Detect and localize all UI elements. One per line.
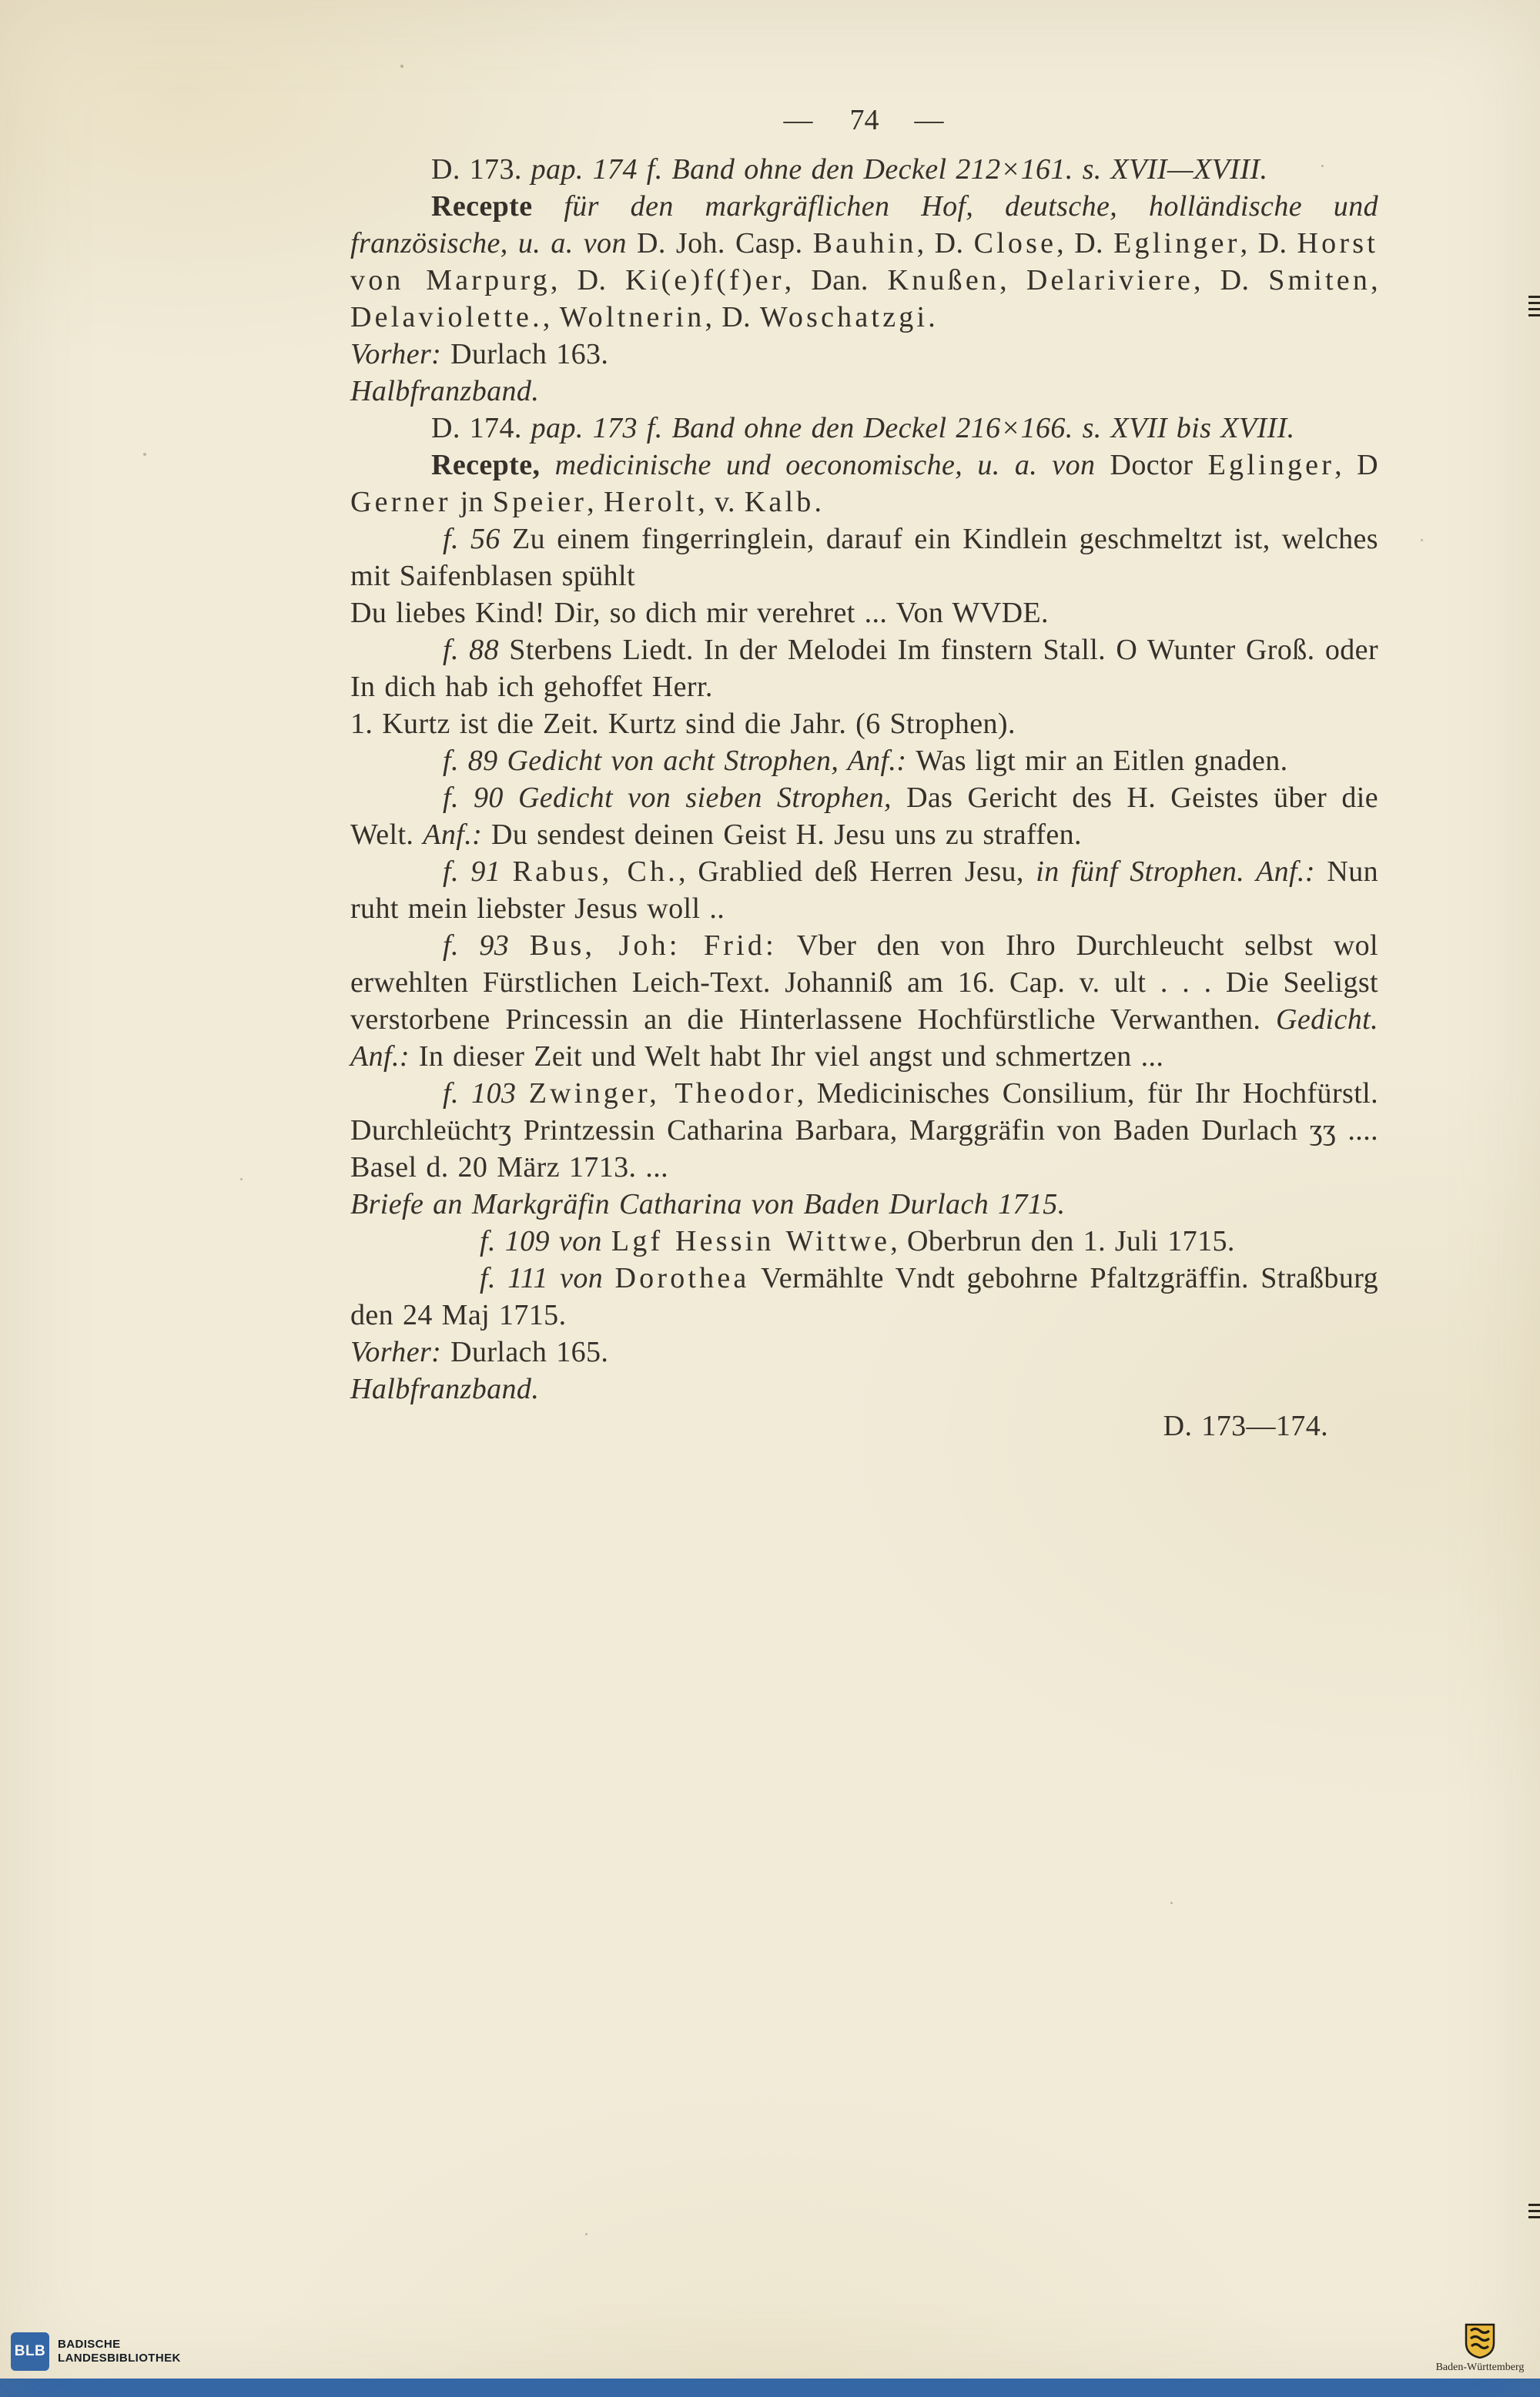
text-run: , D.: [705, 301, 760, 333]
text-run: f. 88: [443, 634, 510, 666]
text-run: 1. Kurtz ist die Zeit. Kurtz sind die Jahr. (6 Strophen).: [350, 708, 1016, 740]
paper-speck: [1421, 539, 1423, 541]
text-run: ,: [1371, 264, 1378, 296]
text-run: , D.: [550, 264, 626, 296]
paper-speck: [240, 1178, 243, 1180]
text-run: pap. 173 f. Band ohne den Deckel 216×166. s. XVII bis XVIII.: [531, 412, 1295, 444]
text-run: f. 90 Gedicht von sieben Strophen,: [443, 782, 907, 814]
coat-of-arms-icon: [1465, 2323, 1495, 2359]
paper-speck: [585, 2233, 588, 2235]
text-run: Eglinger: [1113, 227, 1240, 259]
library-branding: [11, 2332, 181, 2371]
text-run: .: [814, 486, 822, 518]
text-run: Woschatzgi.: [759, 301, 939, 333]
text-run: D. 173—174.: [1163, 1410, 1328, 1442]
text-run: , D.: [916, 227, 974, 259]
text-run: Speier: [492, 486, 588, 518]
text-run: Lgf Hessin Wittwe: [611, 1225, 891, 1257]
text-run: Herolt: [603, 486, 698, 518]
binding-note: [350, 1371, 1378, 1408]
text-run: , Oberbrun den 1. Juli 1715.: [890, 1225, 1235, 1257]
paper-speck: [1321, 165, 1324, 167]
text-run: D. 173.: [431, 153, 531, 186]
text-run: medicinische und oeconomische, u. a. von: [554, 449, 1110, 481]
text-run: , D.: [1056, 227, 1114, 259]
text-run: , Medicinisches Consilium, für Ihr Hochfürstl. Durchleüchtʒ Printzessin Catharina Barbara, Marggräfin von Baden Durlach ʒʒ .... Basel d. 20 März 1713. ...: [350, 1077, 1379, 1183]
folio-item-89: [350, 742, 1378, 779]
text-run: f. 103: [443, 1077, 529, 1110]
text-run: D. 174.: [431, 412, 531, 444]
text-run: Vorher:: [350, 1336, 451, 1368]
folio-item-111: [350, 1260, 1378, 1334]
text-run: Horst von Marpurg: [350, 227, 1378, 296]
text-run: Halbfranzband.: [350, 1373, 540, 1405]
text-run: Zwinger, Theodor: [528, 1077, 797, 1110]
folio-item-103: [350, 1075, 1378, 1186]
library-name-line2: LANDESBIBLIOTHEK: [58, 2352, 181, 2365]
text-run: Durlach 165.: [450, 1336, 609, 1368]
verse-quote: [350, 705, 1378, 742]
text-run: ,: [999, 264, 1026, 296]
state-branding: [1426, 2323, 1534, 2374]
folio-item-90: [350, 779, 1378, 853]
text-run: Sterbens Liedt. In der Melodei Im finstern Stall. O Wunter Groß. oder In dich hab ich gehoffet Herr.: [350, 634, 1378, 703]
text-run: Vber den von Ihro Durchleucht selbst wol erwehlten Fürstlichen Leich-Text. Johanniß am 16. Cap. v. ult . . . Die Seeligst verstorbene Princessin an die Hinterlassene Hochfürstliche Verwanthen.: [350, 929, 1378, 1036]
text-run: Close: [973, 227, 1057, 259]
header-rule-left: —: [783, 104, 815, 136]
text-run: Gerner: [350, 486, 451, 518]
text-run: Vorher:: [350, 338, 451, 370]
scan-registration-mark: [1528, 296, 1540, 316]
text-run: Du sendest deinen Geist H. Jesu uns zu straffen.: [491, 819, 1082, 851]
verse-quote: [350, 594, 1378, 631]
text-run: ,: [587, 486, 604, 518]
text-run: Durlach 163.: [450, 338, 609, 370]
library-name-line1: BADISCHE: [58, 2338, 121, 2351]
library-name: [58, 2338, 181, 2365]
text-run: Rabus, Ch.: [512, 855, 679, 888]
entry-contents-d173: [350, 188, 1378, 336]
catalog-signature: [350, 1408, 1378, 1445]
text-run: Smiten: [1268, 264, 1371, 296]
text-run: , D.: [1193, 264, 1269, 296]
text-run: Gedicht. Anf.:: [350, 1003, 1378, 1073]
scan-registration-mark: [1528, 2204, 1540, 2218]
entry-heading-d173: [350, 151, 1378, 188]
text-run: In dieser Zeit und Welt habt Ihr viel angst und schmertzen ...: [418, 1040, 1164, 1073]
catalog-text: [350, 151, 1378, 1445]
provenance-note: [350, 336, 1378, 373]
text-run: Ki(e)f(f)er: [625, 264, 785, 296]
text-run: Du liebes Kind! Dir, so dich mir verehret ... Von WVDE.: [350, 597, 1049, 629]
text-run: Doctor: [1110, 449, 1208, 481]
folio-item-109: [350, 1223, 1378, 1260]
header-rule-right: —: [914, 104, 946, 136]
text-run: jn: [450, 486, 493, 518]
text-run: Was ligt mir an Eitlen gnaden.: [916, 745, 1288, 777]
text-run: , D.: [1240, 227, 1297, 259]
text-run: , v.: [698, 486, 745, 518]
text-run: Delaviolette.: [350, 301, 543, 333]
text-run: , Grablied deß Herren Jesu,: [678, 855, 1036, 888]
letters-heading: [350, 1186, 1378, 1223]
text-run: Anf.:: [423, 819, 492, 851]
text-run: f. 93: [443, 929, 530, 962]
text-run: D. Joh. Casp.: [637, 227, 813, 259]
provenance-note: [350, 1334, 1378, 1371]
text-run: in fünf Strophen. Anf.:: [1036, 855, 1327, 888]
paper-speck: [143, 453, 146, 456]
text-run: Zu einem fingerringlein, darauf ein Kindlein geschmeltzt ist, welches mit Saifenblasen spühlt: [350, 523, 1378, 592]
text-run: ,: [542, 301, 560, 333]
entry-heading-d174: [350, 410, 1378, 447]
folio-item-91: [350, 853, 1378, 927]
folio-item-93: [350, 927, 1378, 1075]
text-run: Woltnerin: [559, 301, 705, 333]
entry-contents-d174: [350, 447, 1378, 521]
text-run: Kalb: [744, 486, 815, 518]
blb-logo: [11, 2332, 49, 2371]
text-run: f. 111 von: [480, 1262, 615, 1294]
binding-note: [350, 373, 1378, 410]
text-run: Recepte: [431, 190, 564, 223]
state-label: Baden-Württemberg: [1435, 2362, 1525, 2373]
text-run: Vermählte Vndt gebohrne Pfaltzgräffin. Straßburg den 24 Maj 1715.: [350, 1262, 1378, 1331]
text-run: Dorothea: [614, 1262, 750, 1294]
text-run: , D: [1334, 449, 1379, 481]
text-run: Eglinger: [1207, 449, 1335, 481]
paper-speck: [400, 65, 403, 68]
text-run: f. 109 von: [480, 1225, 611, 1257]
text-run: Bauhin: [812, 227, 917, 259]
text-run: Briefe an Markgräfin Catharina von Baden Durlach 1715.: [350, 1188, 1066, 1220]
text-run: Das Gericht des H. Geistes über die Welt.: [350, 782, 1379, 851]
text-run: Delariviere: [1026, 264, 1194, 296]
text-run: , Dan.: [784, 264, 888, 296]
text-run: f. 89 Gedicht von acht Strophen, Anf.:: [443, 745, 916, 777]
text-run: Nun ruht mein liebster Jesus woll ..: [350, 855, 1379, 925]
text-run: f. 91: [443, 855, 513, 888]
text-run: Halbfranzband.: [350, 375, 540, 407]
folio-item-56: [350, 521, 1378, 594]
text-run: Bus, Joh: Frid:: [529, 929, 777, 962]
text-run: pap. 174 f. Band ohne den Deckel 212×161. s. XVII—XVIII.: [531, 153, 1268, 186]
text-run: für den markgräflichen Hof, deutsche, holländische und französische, u. a. von: [350, 190, 1378, 259]
text-run: Recepte,: [431, 449, 555, 481]
page-number: 74: [849, 104, 879, 136]
paper-speck: [1170, 1902, 1173, 1904]
footer-bar: [0, 2379, 1540, 2397]
page-header: [350, 102, 1378, 139]
folio-item-88: [350, 631, 1378, 705]
text-run: f. 56: [443, 523, 513, 555]
blb-logo-text: BLB: [14, 2343, 46, 2359]
text-run: Knußen: [887, 264, 1000, 296]
